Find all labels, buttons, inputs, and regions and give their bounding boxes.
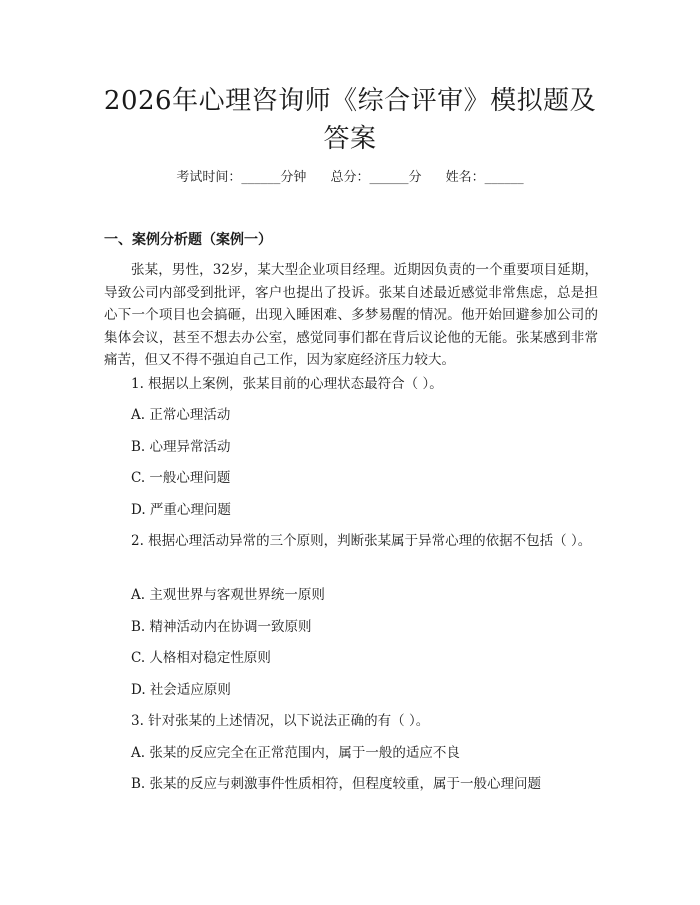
question-2-stem: 2. 根据心理活动异常的三个原则，判断张某属于异常心理的依据不包括（ ）。	[131, 533, 592, 549]
name-field: 姓名：______	[445, 170, 524, 185]
section-heading: 一、案例分析题（案例一）	[104, 232, 272, 248]
question-2-option-b: B. 精神活动内在协调一致原则	[131, 619, 312, 635]
case-description: 张某，男性，32岁，某大型企业项目经理。近期因负责的一个重要项目延期，导致公司内部受到批评，客户也提出了投诉。张某自述最近感觉非常焦虑，总是担心下一个项目也会搞砸，出现入睡困难、多梦易醒的情况。他开始回避参加公司的集体会议，甚至不想去办公室，感觉同事们都在背后议论他的无能。张某感到非常痛苦，但又不得不强迫自己工作，因为家庭经济压力较大。	[104, 262, 598, 368]
question-1-option-d: D. 严重心理问题	[131, 502, 231, 518]
question-3-option-b: B. 张某的反应与刺激事件性质相符，但程度较重，属于一般心理问题	[131, 776, 542, 792]
question-2-option-d: D. 社会适应原则	[131, 682, 231, 698]
question-1-option-b: B. 心理异常活动	[131, 439, 231, 455]
question-1-option-c: C. 一般心理问题	[131, 470, 231, 486]
page-title: 2026年心理咨询师《综合评审》模拟题及答案	[103, 86, 597, 154]
total-score-field: 总分：______分	[330, 170, 422, 185]
question-3-stem: 3. 针对张某的上述情况，以下说法正确的有（ ）。	[131, 713, 430, 729]
question-3-option-a: A. 张某的反应完全在正常范围内，属于一般的适应不良	[131, 745, 460, 761]
question-2-option-a: A. 主观世界与客观世界统一原则	[131, 587, 325, 603]
exam-meta	[0, 168, 700, 188]
question-1-option-a: A. 正常心理活动	[131, 407, 231, 423]
question-2-option-c: C. 人格相对稳定性原则	[131, 650, 271, 666]
exam-time-field: 考试时间：______分钟	[176, 170, 307, 185]
question-1-stem: 1. 根据以上案例，张某目前的心理状态最符合（ ）。	[131, 376, 443, 392]
